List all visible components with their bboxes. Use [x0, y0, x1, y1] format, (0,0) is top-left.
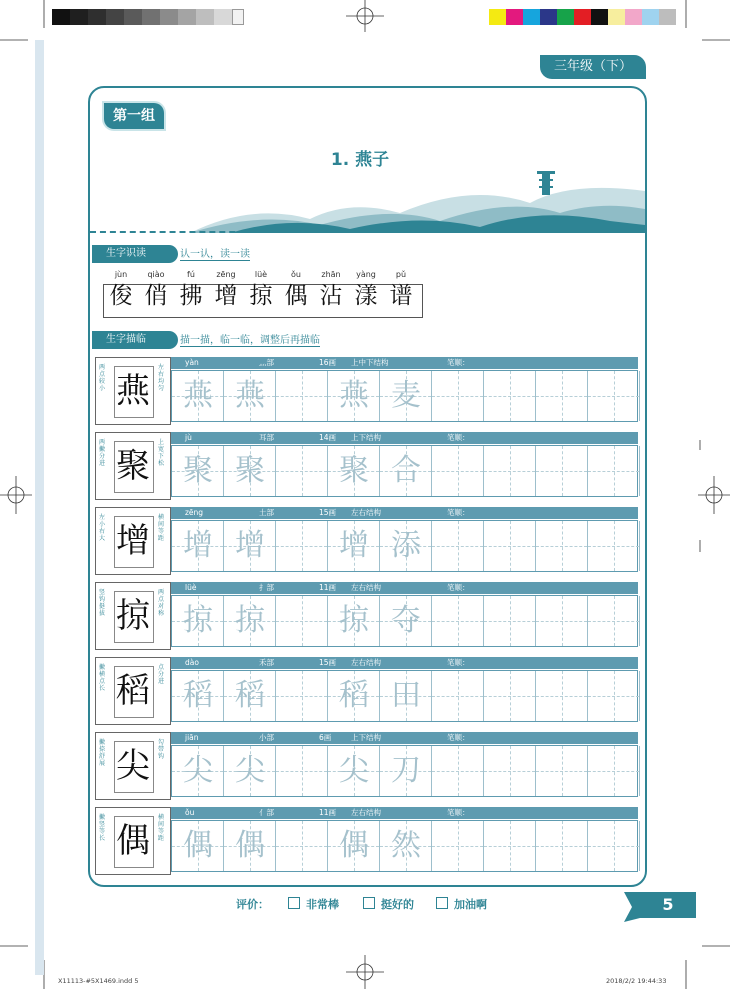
- practice-cell[interactable]: [484, 371, 536, 421]
- stroke-count: 15画: [319, 658, 337, 667]
- practice-cell[interactable]: [432, 671, 484, 721]
- recognize-char: pǔ 谱: [389, 270, 413, 309]
- page-number: 5: [640, 892, 696, 918]
- trace-char: 掠: [339, 603, 369, 638]
- practice-cell[interactable]: [484, 521, 536, 571]
- structure: 左右结构: [351, 508, 381, 517]
- trace-char: 稻: [235, 678, 265, 713]
- checkbox-good[interactable]: [363, 897, 375, 909]
- radical: 亻部: [259, 808, 274, 817]
- model-char-box: [95, 732, 171, 800]
- practice-cell[interactable]: [484, 671, 536, 721]
- practice-cell[interactable]: [484, 821, 536, 871]
- tip-right: 左右均匀: [158, 364, 165, 392]
- practice-cell[interactable]: [276, 596, 328, 646]
- practice-cell[interactable]: [276, 821, 328, 871]
- practice-cell[interactable]: [432, 746, 484, 796]
- practice-cell[interactable]: [432, 521, 484, 571]
- model-char-box: [95, 432, 171, 500]
- trace-char: 田: [391, 678, 421, 713]
- practice-cell[interactable]: [276, 671, 328, 721]
- footer-file: X11113-#5X1469.indd 5: [58, 977, 139, 985]
- stroke-order-label: 笔顺：: [447, 658, 470, 667]
- stroke-order-label: 笔顺：: [447, 583, 470, 592]
- char-info-bar: [171, 732, 638, 744]
- trace-char: 合: [391, 453, 421, 488]
- recognize-char: lüè 掠: [249, 270, 273, 309]
- model-char: 尖: [116, 746, 150, 786]
- trace-char: 聚: [235, 453, 265, 488]
- stroke-order-label: 笔顺：: [447, 433, 470, 442]
- stroke-order-label: 笔顺：: [447, 733, 470, 742]
- trace-row: [95, 582, 638, 648]
- char-info-bar: [171, 582, 638, 594]
- practice-cell[interactable]: [484, 446, 536, 496]
- stroke-order-label: 笔顺：: [447, 808, 470, 817]
- practice-cell[interactable]: [276, 446, 328, 496]
- practice-cell[interactable]: [432, 596, 484, 646]
- tip-right: 勾带钩: [158, 739, 165, 760]
- recognize-section-label: 生字识读: [92, 245, 178, 263]
- stroke-order-label: 笔顺：: [447, 358, 470, 367]
- practice-cell[interactable]: [276, 371, 328, 421]
- structure: 上下结构: [351, 433, 381, 442]
- trace-row: [95, 357, 638, 423]
- stroke-count: 11画: [319, 583, 337, 592]
- practice-grid: [171, 370, 638, 422]
- practice-cell[interactable]: [536, 746, 588, 796]
- evaluation-label: 评价：: [236, 898, 269, 911]
- trace-char: 偶: [339, 828, 369, 863]
- char-info-bar: [171, 357, 638, 369]
- tip-left: 两点较小: [99, 364, 106, 392]
- char-info-bar: [171, 657, 638, 669]
- tip-left: 两撇分进: [99, 439, 106, 467]
- radical: 耳部: [259, 433, 274, 442]
- pinyin: ǒu: [185, 808, 195, 817]
- trace-char: 增: [235, 528, 265, 563]
- trace-char: 尖: [235, 753, 265, 788]
- practice-cell[interactable]: [432, 821, 484, 871]
- tip-right: 两点对称: [158, 589, 165, 617]
- trace-row: [95, 807, 638, 873]
- tip-right: 横间等距: [158, 514, 165, 542]
- lesson-title: 1. 燕子: [330, 150, 390, 170]
- trace-char: 然: [391, 828, 421, 863]
- radical: 扌部: [259, 583, 274, 592]
- trace-char: 偶: [235, 828, 265, 863]
- practice-cell[interactable]: [484, 596, 536, 646]
- practice-cell[interactable]: [588, 821, 640, 871]
- grade-tag: 三年级（下）: [540, 55, 646, 79]
- trace-char: 夺: [391, 603, 421, 638]
- trace-row: [95, 507, 638, 573]
- trace-char: 偶: [183, 828, 213, 863]
- model-char-box: [95, 357, 171, 425]
- structure: 上中下结构: [351, 358, 389, 367]
- practice-cell[interactable]: [588, 446, 640, 496]
- tip-right: 上宽下松: [158, 439, 165, 467]
- structure: 左右结构: [351, 583, 381, 592]
- trace-char: 燕: [339, 378, 369, 413]
- model-char: 偶: [116, 821, 150, 861]
- practice-cell[interactable]: [432, 446, 484, 496]
- trace-row: [95, 732, 638, 798]
- model-char-box: [95, 657, 171, 725]
- trace-char: 增: [183, 528, 213, 563]
- recognize-char: zhān 沾: [319, 270, 343, 309]
- trace-char: 聚: [183, 453, 213, 488]
- group-label: 第一组: [104, 103, 164, 129]
- recognize-char: jùn 俊: [109, 270, 133, 309]
- trace-char: 掠: [183, 603, 213, 638]
- binding-strip: [35, 40, 44, 975]
- practice-cell[interactable]: [536, 596, 588, 646]
- stroke-order-label: 笔顺：: [447, 508, 470, 517]
- tip-left: 撇竖等长: [99, 814, 106, 842]
- structure: 上下结构: [351, 733, 381, 742]
- practice-grid: [171, 820, 638, 872]
- tip-left: 撇横点长: [99, 664, 106, 692]
- model-char-box: [95, 582, 171, 650]
- trace-char: 尖: [183, 753, 213, 788]
- model-char-box: [95, 507, 171, 575]
- trace-char: 添: [391, 528, 421, 563]
- recognize-instruction: 认一认，读一读: [180, 245, 250, 261]
- recognize-char: qiào 俏: [144, 270, 168, 309]
- practice-cell[interactable]: [536, 446, 588, 496]
- radical: 小部: [259, 733, 274, 742]
- trace-char: 聚: [339, 453, 369, 488]
- pinyin: dào: [185, 658, 199, 667]
- practice-grid: [171, 595, 638, 647]
- stroke-count: 15画: [319, 508, 337, 517]
- recognize-char: zēng 增: [214, 270, 238, 309]
- stroke-count: 6画: [319, 733, 332, 742]
- trace-char: 燕: [235, 378, 265, 413]
- trace-char: 稻: [183, 678, 213, 713]
- option-great: 非常棒: [306, 898, 339, 911]
- practice-cell[interactable]: [536, 671, 588, 721]
- model-char: 燕: [116, 371, 150, 411]
- stroke-count: 16画: [319, 358, 337, 367]
- option-good: 挺好的: [381, 898, 414, 911]
- radical: 灬部: [259, 358, 274, 367]
- pinyin: zēng: [185, 508, 204, 517]
- structure: 左右结构: [351, 808, 381, 817]
- pinyin: jù: [185, 433, 192, 442]
- recognize-char: ǒu 偶: [284, 270, 308, 309]
- checkbox-keep-going[interactable]: [436, 897, 448, 909]
- model-char: 增: [116, 521, 150, 561]
- practice-cell[interactable]: [276, 746, 328, 796]
- structure: 左右结构: [351, 658, 381, 667]
- char-info-bar: [171, 507, 638, 519]
- mountain-illustration: [90, 163, 645, 233]
- trace-instruction: 描一描，临一临，调整后再描临: [180, 331, 320, 347]
- footer-timestamp: 2018/2/2 19:44:33: [606, 977, 667, 985]
- checkbox-great[interactable]: [288, 897, 300, 909]
- practice-grid: [171, 670, 638, 722]
- practice-cell[interactable]: [588, 596, 640, 646]
- section-divider: [90, 231, 643, 233]
- tip-left: 左小右大: [99, 514, 106, 542]
- practice-cell[interactable]: [432, 371, 484, 421]
- practice-cell[interactable]: [588, 521, 640, 571]
- radical: 禾部: [259, 658, 274, 667]
- model-char: 聚: [116, 446, 150, 486]
- option-keep-going: 加油啊: [454, 898, 487, 911]
- trace-char: 增: [339, 528, 369, 563]
- practice-grid: [171, 745, 638, 797]
- model-char: 稻: [116, 671, 150, 711]
- trace-section-label: 生字描临: [92, 331, 178, 349]
- trace-char: 燕: [183, 378, 213, 413]
- trace-char: 刀: [391, 753, 421, 788]
- model-char-box: [95, 807, 171, 875]
- char-info-bar: [171, 807, 638, 819]
- recognize-char: fú 拂: [179, 270, 203, 309]
- radical: 土部: [259, 508, 274, 517]
- trace-char: 掠: [235, 603, 265, 638]
- practice-grid: [171, 445, 638, 497]
- tip-right: 点分进: [158, 664, 165, 685]
- practice-cell[interactable]: [536, 521, 588, 571]
- trace-char: 稻: [339, 678, 369, 713]
- practice-grid: [171, 520, 638, 572]
- tip-left: 竖钩挺拔: [99, 589, 106, 617]
- char-info-bar: [171, 432, 638, 444]
- recognize-char: yàng 漾: [354, 270, 378, 309]
- pinyin: jiān: [185, 733, 199, 742]
- practice-cell[interactable]: [588, 371, 640, 421]
- stroke-count: 11画: [319, 808, 337, 817]
- trace-row: [95, 432, 638, 498]
- practice-cell[interactable]: [276, 521, 328, 571]
- practice-cell[interactable]: [484, 746, 536, 796]
- trace-row: [95, 657, 638, 723]
- practice-cell[interactable]: [588, 746, 640, 796]
- pinyin: lüè: [185, 583, 197, 592]
- trace-char: 尖: [339, 753, 369, 788]
- model-char: 掠: [116, 596, 150, 636]
- trace-char: 麦: [391, 378, 421, 413]
- tip-left: 撇捺舒展: [99, 739, 106, 767]
- tip-right: 横间等距: [158, 814, 165, 842]
- stroke-count: 14画: [319, 433, 337, 442]
- pinyin: yàn: [185, 358, 199, 367]
- practice-cell[interactable]: [536, 371, 588, 421]
- practice-cell[interactable]: [536, 821, 588, 871]
- practice-cell[interactable]: [588, 671, 640, 721]
